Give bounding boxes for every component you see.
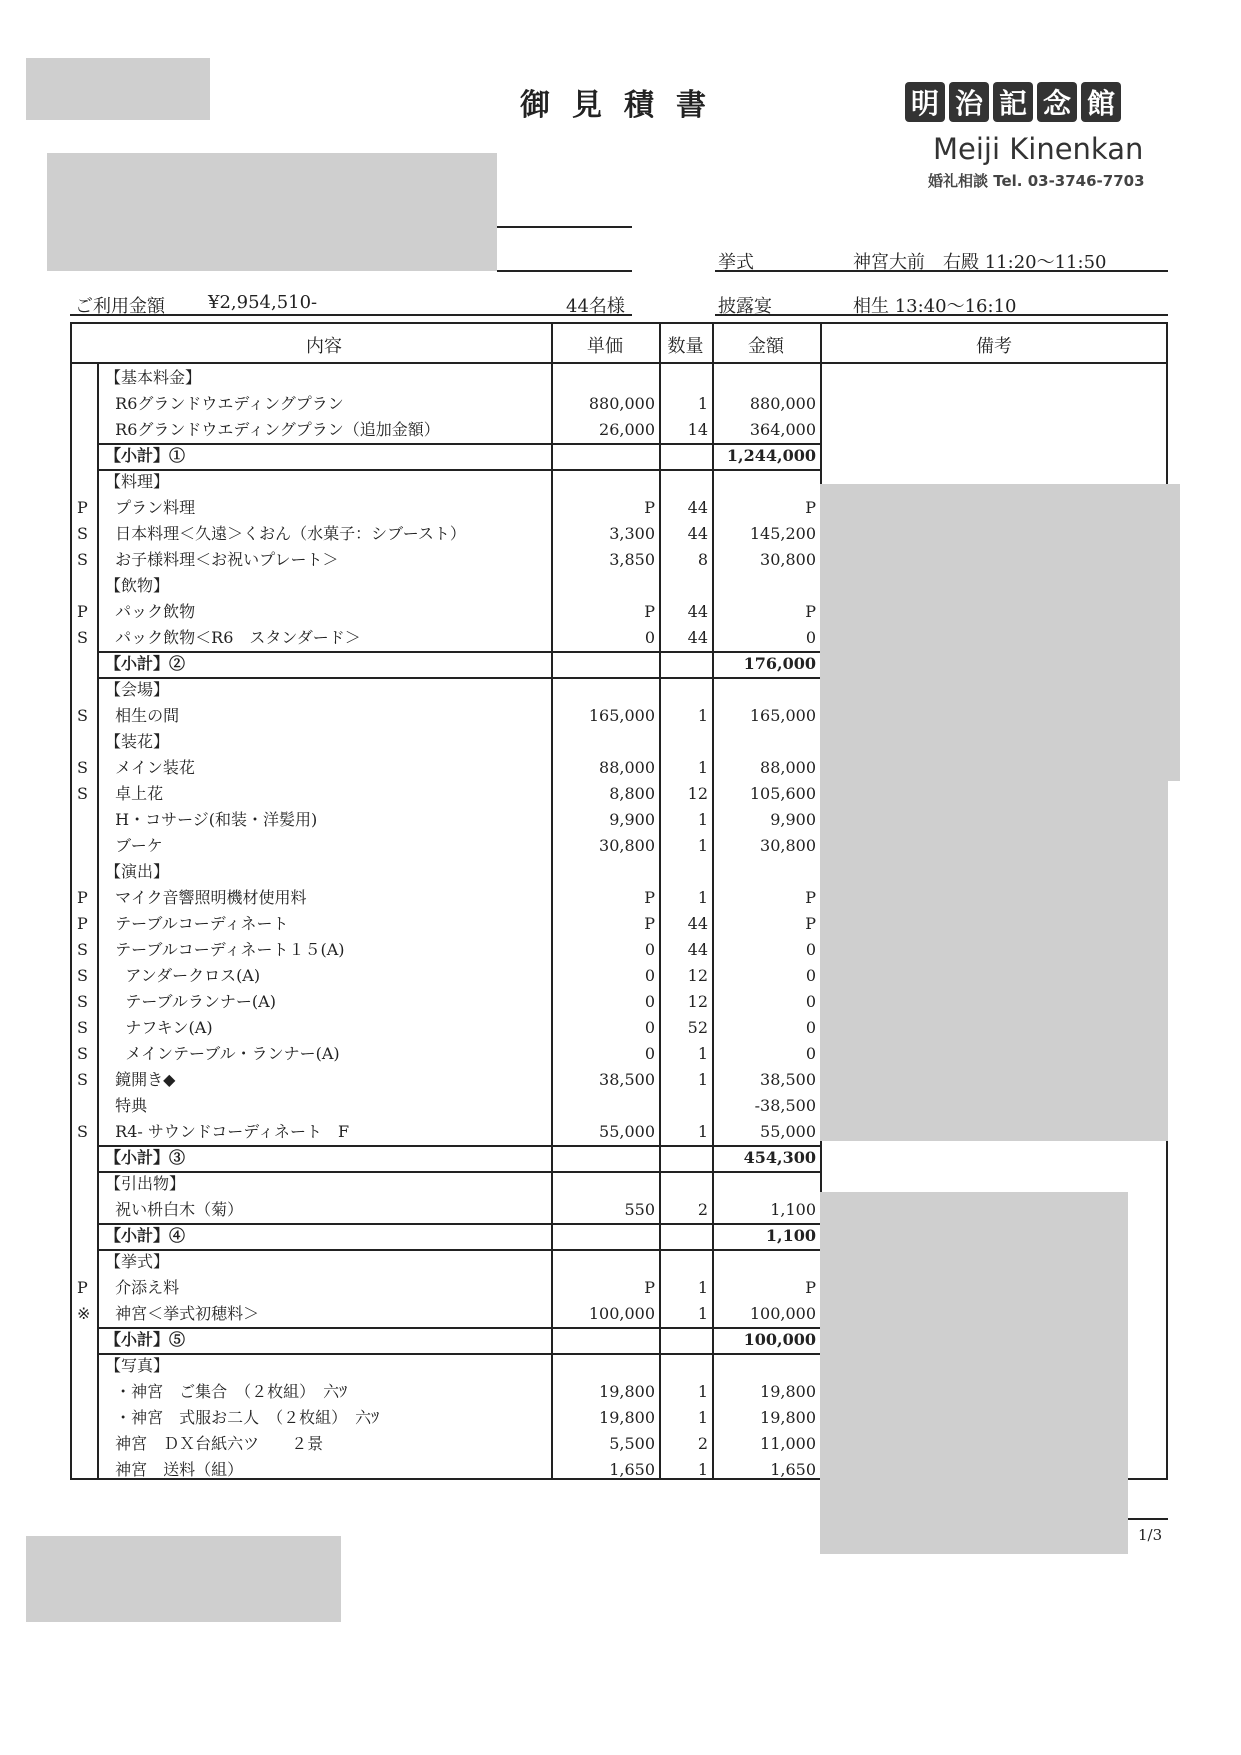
row-unit-price: 26,000 <box>599 420 655 439</box>
row-content: R4- サウンドコーディネート F <box>105 1122 350 1141</box>
row-mark: S <box>77 1018 88 1037</box>
header-notes: 備考 <box>976 336 1012 357</box>
row-content: 神宮＜挙式初穂料＞ <box>105 1304 260 1323</box>
row-content: 日本料理＜久遠＞くおん（水菓子：シブースト） <box>105 524 466 543</box>
row-mark: P <box>77 914 88 933</box>
guest-count: 44名様 <box>566 296 625 317</box>
row-amount: P <box>805 914 816 933</box>
row-mark: S <box>77 966 88 985</box>
subtotal-label: 【小計】② <box>105 654 186 673</box>
row-content: ・神宮 式服お二人 （２枚組） 六ﾂ <box>105 1408 380 1427</box>
row-qty: 1 <box>697 758 708 777</box>
row-qty: 1 <box>697 1278 708 1297</box>
row-content: テーブルランナー(A) <box>105 992 276 1011</box>
redacted-block-top-left <box>26 58 210 120</box>
row-content: パック飲物 <box>105 602 196 621</box>
row-content: 【挙式】 <box>105 1252 170 1271</box>
row-qty: 12 <box>687 992 708 1011</box>
row-amount: 9,900 <box>770 810 816 829</box>
subtotal-amount: 1,100 <box>765 1226 816 1245</box>
logo-char: 念 <box>1037 82 1077 122</box>
row-unit-price: 0 <box>644 992 655 1011</box>
row-qty: 1 <box>697 1070 708 1089</box>
row-mark: S <box>77 758 88 777</box>
row-content: プラン料理 <box>105 498 196 517</box>
subtotal-line <box>97 1145 820 1147</box>
row-unit-price: P <box>644 914 655 933</box>
row-qty: 44 <box>687 498 708 517</box>
header-row-line <box>70 362 1168 364</box>
reception-value: 相生 13:40〜16:10 <box>853 296 1017 317</box>
row-qty: 44 <box>687 940 708 959</box>
brand-name: Meiji Kinenkan <box>933 132 1144 166</box>
row-amount: 38,500 <box>760 1070 816 1089</box>
header-unit-price: 単価 <box>587 336 623 357</box>
row-qty: 1 <box>697 810 708 829</box>
row-amount: 30,800 <box>760 836 816 855</box>
row-content: 【写真】 <box>105 1356 170 1375</box>
row-amount: 1,100 <box>770 1200 816 1219</box>
row-mark: P <box>77 888 88 907</box>
row-content: 【基本料金】 <box>105 368 202 387</box>
row-content: 特典 <box>105 1096 148 1115</box>
row-qty: 1 <box>697 1304 708 1323</box>
logo-char: 治 <box>949 82 989 122</box>
row-amount: 364,000 <box>749 420 816 439</box>
logo-char: 館 <box>1081 82 1121 122</box>
row-content: 【引出物】 <box>105 1174 186 1193</box>
row-unit-price: P <box>644 498 655 517</box>
row-amount: 0 <box>805 628 816 647</box>
divider <box>70 314 632 316</box>
row-content: パック飲物＜R6 スタンダード＞ <box>105 628 361 647</box>
row-amount: 0 <box>805 1044 816 1063</box>
row-mark: P <box>77 498 88 517</box>
row-content: ・神宮 ご集合 （２枚組） 六ﾂ <box>105 1382 348 1401</box>
row-qty: 12 <box>687 784 708 803</box>
row-unit-price: P <box>644 602 655 621</box>
subtotal-line <box>97 651 820 653</box>
row-unit-price: 38,500 <box>599 1070 655 1089</box>
row-qty: 1 <box>697 1382 708 1401</box>
row-qty: 12 <box>687 966 708 985</box>
row-mark: P <box>77 602 88 621</box>
row-unit-price: 0 <box>644 1044 655 1063</box>
row-qty: 1 <box>697 706 708 725</box>
subtotal-amount: 176,000 <box>743 654 816 673</box>
usage-amount: ¥2,954,510- <box>208 292 318 313</box>
row-content: 介添え料 <box>105 1278 180 1297</box>
page-number: 1/3 <box>1138 1526 1163 1544</box>
subtotal-label: 【小計】① <box>105 446 186 465</box>
row-mark: S <box>77 524 88 543</box>
row-mark: P <box>77 1278 88 1297</box>
row-mark: S <box>77 992 88 1011</box>
col-line <box>97 362 99 1480</box>
redacted-block-recipient <box>47 153 497 271</box>
row-amount: 105,600 <box>749 784 816 803</box>
row-unit-price: 9,900 <box>609 810 655 829</box>
row-unit-price: 165,000 <box>588 706 655 725</box>
col-line <box>712 322 714 1480</box>
subtotal-line <box>97 1327 820 1329</box>
row-amount: 19,800 <box>760 1408 816 1427</box>
row-content: お子様料理＜お祝いプレート＞ <box>105 550 339 569</box>
row-unit-price: 5,500 <box>609 1434 655 1453</box>
row-qty: 1 <box>697 1408 708 1427</box>
row-amount: 0 <box>805 992 816 1011</box>
row-unit-price: 0 <box>644 940 655 959</box>
row-amount: P <box>805 888 816 907</box>
row-unit-price: 55,000 <box>599 1122 655 1141</box>
row-qty: 44 <box>687 914 708 933</box>
row-content: 【演出】 <box>105 862 170 881</box>
row-content: マイク音響照明機材使用料 <box>105 888 307 907</box>
row-mark: S <box>77 706 88 725</box>
row-unit-price: 30,800 <box>599 836 655 855</box>
row-mark: S <box>77 1122 88 1141</box>
row-mark: ※ <box>77 1304 91 1323</box>
row-content: メイン装花 <box>105 758 195 777</box>
row-unit-price: 88,000 <box>599 758 655 777</box>
row-amount: 55,000 <box>760 1122 816 1141</box>
row-amount: 88,000 <box>760 758 816 777</box>
row-content: R6グランドウエディングプラン <box>105 394 344 413</box>
row-qty: 1 <box>697 1122 708 1141</box>
divider <box>1128 1518 1168 1520</box>
row-qty: 44 <box>687 524 708 543</box>
row-unit-price: 0 <box>644 1018 655 1037</box>
row-unit-price: 19,800 <box>599 1382 655 1401</box>
row-amount: 880,000 <box>749 394 816 413</box>
row-content: 【料理】 <box>105 472 170 491</box>
row-amount: P <box>805 602 816 621</box>
row-amount: 165,000 <box>749 706 816 725</box>
divider <box>497 270 632 272</box>
subtotal-label: 【小計】⑤ <box>105 1330 186 1349</box>
redacted-block-notes <box>820 781 1168 1141</box>
row-qty: 1 <box>697 1044 708 1063</box>
divider <box>715 314 1168 316</box>
row-content: 祝い枡白木（菊） <box>105 1200 244 1219</box>
logo-char: 記 <box>993 82 1033 122</box>
subtotal-amount: 100,000 <box>743 1330 816 1349</box>
row-unit-price: 3,300 <box>609 524 655 543</box>
row-amount: 0 <box>805 966 816 985</box>
ceremony-label: 挙式 <box>718 252 754 273</box>
row-qty: 52 <box>687 1018 708 1037</box>
ceremony-value: 神宮大前 右殿 11:20〜11:50 <box>853 252 1107 273</box>
row-content: 相生の間 <box>105 706 180 725</box>
header-content: 内容 <box>306 336 342 357</box>
row-unit-price: P <box>644 888 655 907</box>
row-unit-price: 0 <box>644 966 655 985</box>
reception-label: 披露宴 <box>718 296 772 317</box>
logo <box>905 82 1155 122</box>
row-content: 神宮 送料（組） <box>105 1460 244 1479</box>
row-content: 【会場】 <box>105 680 170 699</box>
row-qty: 14 <box>687 420 708 439</box>
subtotal-label: 【小計】④ <box>105 1226 186 1245</box>
row-qty: 1 <box>697 888 708 907</box>
row-content: 神宮 ＤＸ台紙六ツ ２景 <box>105 1434 324 1453</box>
row-qty: 44 <box>687 602 708 621</box>
row-content: テーブルコーディネート１５(A) <box>105 940 345 959</box>
row-mark: S <box>77 940 88 959</box>
row-content: ブーケ <box>105 836 163 855</box>
row-content: テーブルコーディネート <box>105 914 289 933</box>
row-unit-price: P <box>644 1278 655 1297</box>
usage-label: ご利用金額 <box>75 296 165 317</box>
header-amount: 金額 <box>748 336 784 357</box>
header-qty: 数量 <box>667 336 704 357</box>
row-amount: 1,650 <box>770 1460 816 1479</box>
row-qty: 44 <box>687 628 708 647</box>
row-amount: -38,500 <box>754 1096 816 1115</box>
redacted-block-notes <box>820 484 1180 781</box>
row-qty: 2 <box>697 1434 708 1453</box>
row-qty: 1 <box>697 394 708 413</box>
row-unit-price: 0 <box>644 628 655 647</box>
row-amount: 0 <box>805 940 816 959</box>
col-line <box>551 322 553 1480</box>
divider <box>715 270 1168 272</box>
col-line <box>659 322 661 1480</box>
row-unit-price: 100,000 <box>588 1304 655 1323</box>
row-amount: 145,200 <box>749 524 816 543</box>
row-unit-price: 1,650 <box>609 1460 655 1479</box>
row-amount: 11,000 <box>760 1434 816 1453</box>
row-content: 【飲物】 <box>105 576 170 595</box>
logo-char: 明 <box>905 82 945 122</box>
row-amount: 30,800 <box>760 550 816 569</box>
row-content: H・コサージ(和装・洋髪用) <box>105 810 318 829</box>
subtotal-line <box>97 443 820 445</box>
row-content: ナフキン(A) <box>105 1018 213 1037</box>
row-content: R6グランドウエディングプラン（追加金額） <box>105 420 440 439</box>
row-mark: S <box>77 1044 88 1063</box>
divider <box>497 226 632 228</box>
row-unit-price: 19,800 <box>599 1408 655 1427</box>
row-content: 鏡開き◆ <box>105 1070 176 1089</box>
subtotal-amount: 454,300 <box>743 1148 816 1167</box>
row-amount: P <box>805 498 816 517</box>
contact-phone: 婚礼相談 Tel. 03-3746-7703 <box>928 172 1145 190</box>
row-qty: 1 <box>697 1460 708 1479</box>
subtotal-line <box>97 1223 820 1225</box>
row-mark: S <box>77 550 88 569</box>
row-qty: 1 <box>697 836 708 855</box>
row-amount: 100,000 <box>749 1304 816 1323</box>
row-mark: S <box>77 784 88 803</box>
row-amount: P <box>805 1278 816 1297</box>
row-unit-price: 8,800 <box>609 784 655 803</box>
row-unit-price: 3,850 <box>609 550 655 569</box>
document-title: 御見積書 <box>520 88 728 123</box>
row-unit-price: 880,000 <box>588 394 655 413</box>
row-qty: 2 <box>697 1200 708 1219</box>
row-mark: S <box>77 628 88 647</box>
subtotal-label: 【小計】③ <box>105 1148 186 1167</box>
row-content: 卓上花 <box>105 784 164 803</box>
row-amount: 0 <box>805 1018 816 1037</box>
redacted-block-bottom-left <box>26 1536 341 1622</box>
redacted-block-notes <box>820 1192 1128 1554</box>
row-mark: S <box>77 1070 88 1089</box>
row-unit-price: 550 <box>624 1200 655 1219</box>
row-content: 【装花】 <box>105 732 170 751</box>
row-qty: 8 <box>697 550 708 569</box>
row-content: アンダークロス(A) <box>105 966 261 985</box>
subtotal-amount: 1,244,000 <box>726 446 816 465</box>
row-amount: 19,800 <box>760 1382 816 1401</box>
row-content: メインテーブル・ランナー(A) <box>105 1044 340 1063</box>
